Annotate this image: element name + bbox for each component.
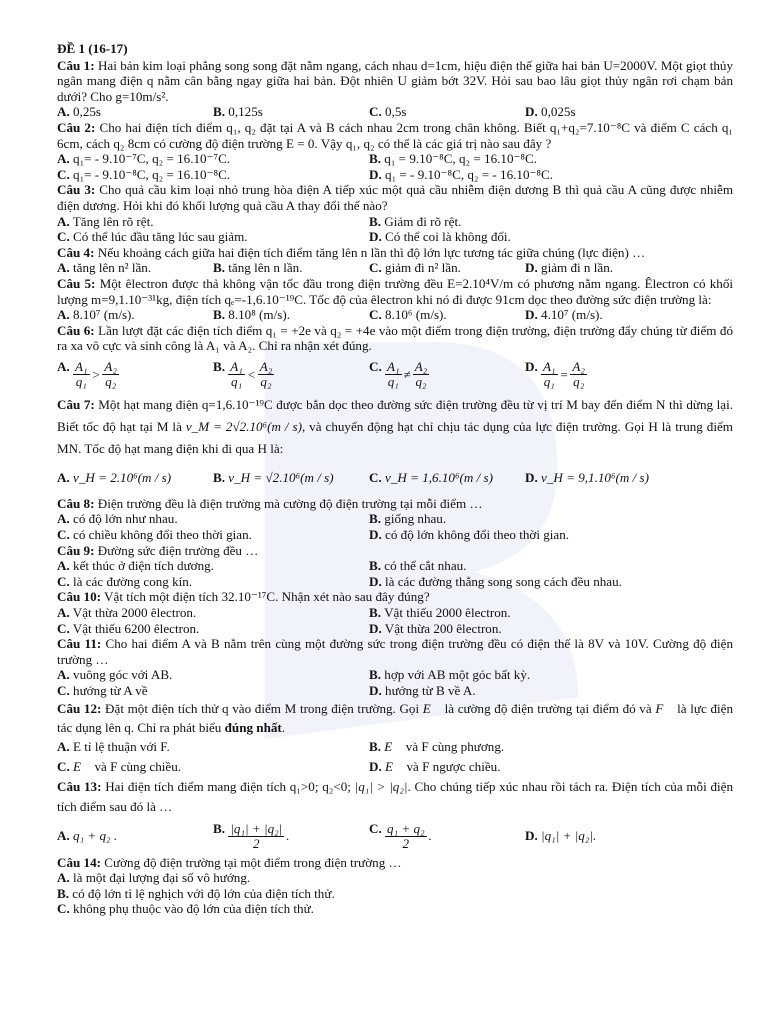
- option-d[interactable]: D. Có thể coi là không đổi.: [369, 229, 511, 245]
- question-10-options: [57, 605, 733, 636]
- option-a[interactable]: A. A₁ q₁ > A₂ q₂: [57, 358, 117, 389]
- question-13: Câu 13: Hai điện tích điểm mang điện tích q₁>0; q₂<0; |q₁| > |q₂|. Cho chúng tiếp xúc nhau rồi tách ra. Điện tích của mỗi điện tích điểm sau đó là …: [57, 778, 733, 814]
- option-a[interactable]: A. Tăng lên rõ rệt.: [57, 213, 154, 229]
- option-a[interactable]: A. Vật thừa 2000 êlectron.: [57, 605, 197, 621]
- question-4: Câu 4: Nếu khoảng cách giữa hai điện tích điểm tăng lên n lần thì độ lớn lực tương tác giữa chúng (lực điện) …: [57, 244, 646, 260]
- question-8: Câu 8: Điện trường đều là điện trường mà cường độ điện trường tại mỗi điểm …: [57, 495, 483, 511]
- option-b[interactable]: B. E⃗ và F cùng phương.: [369, 738, 505, 754]
- option-d[interactable]: D. |q₁| + |q₂|.: [525, 827, 597, 843]
- option-b[interactable]: B. A₁ q₁ < A₂ q₂: [213, 358, 273, 389]
- option-d[interactable]: D. q₁ = - 9.10⁻⁸C, q₂ = - 16.10⁻⁸C.: [369, 166, 553, 182]
- vector-f: F⃗: [655, 700, 674, 716]
- option-d[interactable]: D. $\frac{\text{A₁}}{\text{q₁}}$ = $\frac{\text{A₂}}{\text{q₂}}$: [525, 358, 585, 389]
- question-13-options: [57, 817, 733, 855]
- question-2-options: [57, 151, 733, 182]
- question-9-options: [57, 558, 733, 589]
- option-c[interactable]: C. hướng từ A về: [57, 683, 148, 698]
- vector-e: E⃗: [422, 700, 441, 716]
- option-c[interactable]: C. A₁ q₁ ≠ A₂ q₂: [369, 358, 428, 389]
- question-9: Câu 9: Đường sức điện trường đều …: [57, 542, 259, 558]
- option-a[interactable]: A. v_H = 2.10⁶(m / s): [57, 470, 172, 486]
- option-c[interactable]: C. giảm đi n² lần.: [369, 260, 461, 276]
- option-d[interactable]: D. v_H = 9,1.10⁶(m / s): [525, 470, 649, 486]
- option-a[interactable]: A. q₁ + q₂ .: [57, 827, 118, 843]
- option-d[interactable]: D. giảm đi n lần.: [525, 260, 614, 276]
- option-b[interactable]: B. có thể cắt nhau.: [369, 558, 467, 574]
- question-5: Câu 5: Một êlectron được thả không vận tốc đầu trong điện trường đều E=2.10⁴V/m có phương nằm ngang. Êlectron có khối lượng m=9,1.10⁻³¹kg, điện tích qₑ=-1,6.10⁻¹⁹C. Tốc độ của êlectron khi nó đi được 91cm dọc theo đường sức điện trường là:: [57, 275, 734, 307]
- option-a[interactable]: A. có độ lớn như nhau.: [57, 511, 178, 527]
- question-2: Câu 2: Cho hai điện tích điểm q₁, q₂ đặt tại A và B cách nhau 2cm trong chân không. Biết q₁+q₂=7.10⁻⁸C và điểm C cách q₁ 6cm, cách q₂ 8cm có cường độ điện trường E = 0. Vậy q₁, q₂ có thể là các giá trị nào sau đây ?: [57, 119, 733, 151]
- option-c[interactable]: C. 0,5s: [369, 104, 407, 120]
- option-a[interactable]: A. vuông góc với AB.: [57, 667, 173, 683]
- question-7: Câu 7: Một hạt mang điện q=1,6.10⁻¹⁹C được bắn dọc theo đường sức điện trường đều từ vị trí M bay đến điểm N thì dừng lại. Biết tốc độ hạt tại M là v_M = 2√2.10⁶(m / s), và chuyển động hạt chỉ chịu tác dụng của lực điện trường. Gọi H là trung điểm MN. Tốc độ hạt mang điện khi đi qua H là:: [57, 396, 733, 456]
- option-d[interactable]: D. 0,025s: [525, 104, 576, 120]
- question-3-options: [57, 214, 733, 245]
- option-b[interactable]: B. |q₁| + |q₂| 2 .: [213, 820, 290, 851]
- option-c[interactable]: C. có chiều không đổi theo thời gian.: [57, 527, 252, 543]
- option-d[interactable]: D. có độ lớn không đổi theo thời gian.: [369, 527, 570, 543]
- question-14: Câu 14: Cường độ điện trường tại một điểm trong điện trường …: [57, 854, 402, 870]
- option-b[interactable]: B. có độ lớn tỉ lệ nghịch với độ lớn của điện tích thử.: [57, 885, 335, 901]
- option-c[interactable]: C. q₁ + q₂ 2 .: [369, 820, 432, 851]
- option-d[interactable]: D. Vật thừa 200 êlectron.: [369, 620, 502, 636]
- exam-content: [57, 41, 733, 917]
- option-a[interactable]: A. là một đại lượng đại số vô hướng.: [57, 870, 251, 886]
- option-b[interactable]: B. Giảm đi rõ rệt.: [369, 213, 462, 229]
- option-a[interactable]: A. 0,25s: [57, 104, 102, 120]
- option-b[interactable]: B. tăng lên n lần.: [213, 260, 303, 276]
- option-b[interactable]: B. 8.10⁸ (m/s).: [213, 307, 290, 323]
- option-b[interactable]: B. hợp với AB một góc bất kỳ.: [369, 667, 531, 683]
- option-d[interactable]: D. là các đường thẳng song song cách đều nhau.: [369, 573, 622, 589]
- option-a[interactable]: A. E tỉ lệ thuận với F.: [57, 738, 170, 754]
- option-a[interactable]: A. tăng lên n² lần.: [57, 260, 152, 276]
- option-d[interactable]: D. 4.10⁷ (m/s).: [525, 307, 603, 323]
- option-b[interactable]: B. giống nhau.: [369, 511, 447, 527]
- question-11: Câu 11: Cho hai điểm A và B nằm trên cùng một đường sức trong điện trường đều có điện thế là 8V và 10V. Cường độ điện trường …: [57, 636, 733, 667]
- option-c[interactable]: C. E⃗ và F cùng chiều.: [57, 758, 182, 774]
- option-c[interactable]: C. Có thể lúc đầu tăng lúc sau giảm.: [57, 229, 248, 245]
- option-a[interactable]: A. 8.10⁷ (m/s).: [57, 307, 135, 323]
- question-5-options: [57, 307, 733, 323]
- question-14-options: [57, 870, 733, 917]
- question-4-options: [57, 260, 733, 276]
- option-b[interactable]: B. Vật thiếu 2000 êlectron.: [369, 605, 511, 621]
- question-12: Câu 12: Đặt một điện tích thử q vào điểm M trong điện trường. Gọi E⃗ là cường độ điện trường tại điểm đó và F⃗ là lực điện tác dụng lên q. Chỉ ra phát biểu đúng nhất.: [57, 700, 734, 735]
- question-1: Câu 1: Hai bản kim loại phẳng song song đặt nằm ngang, cách nhau d=1cm, hiệu điện thế giữa hai bản U=2000V. Một giọt thủy ngân mang điện q nằm cân bằng ngay giữa hai bản. Đột nhiên U giảm bớt 32V. Hỏi sau bao lâu giọt thủy ngân rơi chạm bản dưới? Cho g=10m/s².: [57, 57, 733, 104]
- option-a[interactable]: A. kết thúc ở điện tích dương.: [57, 558, 214, 574]
- option-d[interactable]: D. E⃗ và F ngược chiều.: [369, 758, 501, 774]
- option-a[interactable]: A. q₁= - 9.10⁻⁷C, q₂ = 16.10⁻⁷C.: [57, 151, 231, 167]
- option-c[interactable]: C. là các đường cong kín.: [57, 573, 193, 589]
- question-6: Câu 6: Lần lượt đặt các điện tích điểm q₁ = +2e và q₂ = +4e vào một điểm trong điện trường, điện trường đẩy chúng từ điểm đó ra xa vô cực và sinh công là A₁ và A₂. Chỉ ra nhận xét đúng.: [57, 322, 733, 354]
- option-d[interactable]: D. hướng từ B về A.: [369, 683, 476, 698]
- question-7-options: [57, 460, 733, 496]
- option-b[interactable]: B. 0,125s: [213, 104, 263, 120]
- question-1-options: [57, 104, 733, 120]
- question-10: Câu 10: Vật tích một điện tích 32.10⁻¹⁷C. Nhận xét nào sau đây đúng?: [57, 589, 430, 605]
- option-c[interactable]: C. 8.10⁶ (m/s).: [369, 307, 447, 323]
- option-c[interactable]: C. v_H = 1,6.10⁶(m / s): [369, 470, 493, 486]
- question-3: Câu 3: Cho quả cầu kim loại nhỏ trung hòa điện A tiếp xúc một quả cầu nhiễm điện dương B thì quả cầu A cũng được nhiễm điện dương. Hỏi khi đó khối lượng quả cầu A thay đổi thế nào?: [57, 182, 733, 213]
- question-11-options: [57, 667, 733, 698]
- question-12-options: [57, 737, 733, 777]
- option-c[interactable]: C. không phụ thuộc vào độ lớn của điện tích thử.: [57, 901, 314, 917]
- exam-title: ĐỀ 1 (16-17): [57, 41, 128, 56]
- option-c[interactable]: C. q₁= - 9.10⁻⁸C, q₂ = 16.10⁻⁸C.: [57, 166, 231, 182]
- option-b[interactable]: B. v_H = √2.10⁶(m / s): [213, 470, 334, 486]
- question-8-options: [57, 511, 733, 542]
- option-c[interactable]: C. Vật thiếu 6200 êlectron.: [57, 620, 200, 636]
- option-b[interactable]: B. q₁ = 9.10⁻⁸C, q₂ = 16.10⁻⁸C.: [369, 151, 537, 167]
- question-6-options: [57, 354, 733, 394]
